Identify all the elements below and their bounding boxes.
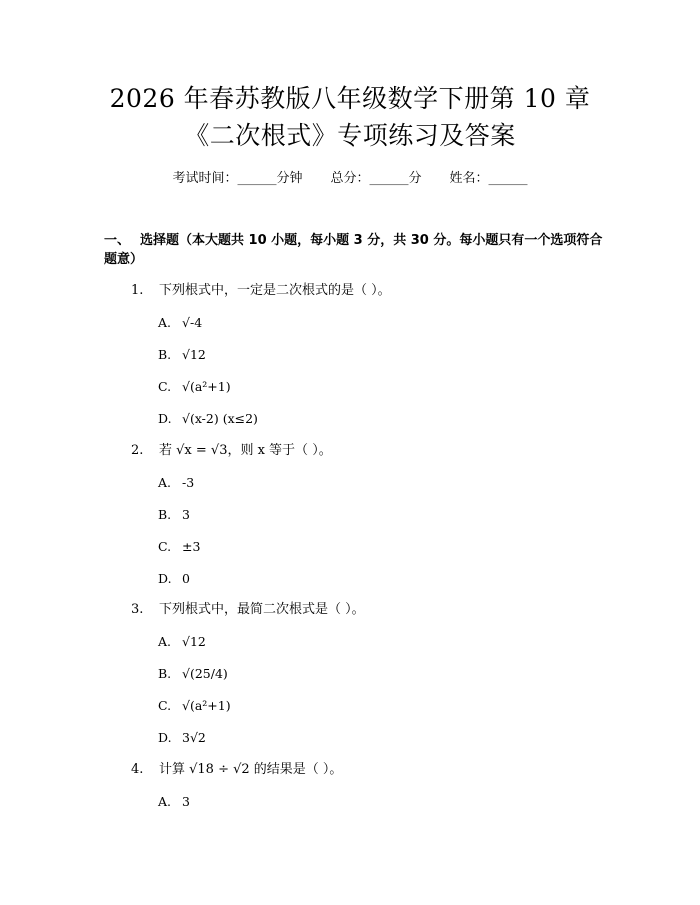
option-label: A. [158,475,172,490]
student-name-field: 姓名：______ [449,171,528,186]
option-text: √(a²+1) [182,379,231,394]
question-2-option-a [158,474,194,492]
question-1-option-b [158,346,206,364]
question-text: 若 √x = √3，则 x 等于（ ）。 [159,443,332,458]
question-1-option-a [158,314,202,332]
exam-time-field: 考试时间：______分钟 [172,171,303,186]
option-label: A. [158,315,172,330]
option-text: √(25/4) [182,666,228,681]
question-2 [131,442,332,460]
question-number: 4. [131,762,144,777]
document-title-line-2: 《二次根式》专项练习及答案 [184,121,516,150]
option-text: √12 [182,347,206,362]
question-2-option-c [158,538,200,556]
exam-info [0,170,700,188]
question-number: 1. [131,283,144,298]
question-number: 2. [131,443,144,458]
question-text: 下列根式中，最简二次根式是（ ）。 [159,602,365,617]
option-text: √(x-2) (x≤2) [182,411,258,426]
section-text: 选择题（本大题共 10 小题，每小题 3 分，共 30 分。每小题只有一个选项符合题意） [104,233,603,267]
question-3-option-a [158,633,206,651]
option-text: -3 [182,475,195,490]
question-text: 下列根式中，一定是二次根式的是（ ）。 [159,283,391,298]
total-score-field: 总分：______分 [330,171,422,186]
question-number: 3. [131,602,144,617]
option-label: B. [158,507,172,522]
question-1-option-d [158,410,258,428]
question-3-option-b [158,665,228,683]
option-label: C. [158,698,172,713]
question-4-option-a [158,793,190,811]
option-label: C. [158,539,172,554]
question-3 [131,601,365,619]
question-1 [131,282,391,300]
option-text: √12 [182,634,206,649]
option-text: 3 [182,507,190,522]
option-label: A. [158,794,172,809]
section-heading [104,231,604,269]
option-label: D. [158,730,172,745]
option-text: √(a²+1) [182,698,231,713]
option-label: D. [158,571,172,586]
question-4 [131,761,342,779]
option-label: D. [158,411,172,426]
question-1-option-c [158,378,231,396]
option-text: ±3 [182,539,201,554]
option-label: C. [158,379,172,394]
option-text: 0 [182,571,190,586]
question-2-option-d [158,570,190,588]
option-text: 3 [182,794,190,809]
question-text: 计算 √18 ÷ √2 的结果是（ ）。 [159,762,343,777]
question-3-option-c [158,697,231,715]
section-number: 一、 [104,233,131,248]
option-text: 3√2 [182,730,206,745]
option-text: √-4 [182,315,203,330]
question-2-option-b [158,506,190,524]
document-title-line-1: 2026 年春苏教版八年级数学下册第 10 章 [109,84,591,113]
question-3-option-d [158,729,206,747]
option-label: B. [158,666,172,681]
option-label: B. [158,347,172,362]
option-label: A. [158,634,172,649]
